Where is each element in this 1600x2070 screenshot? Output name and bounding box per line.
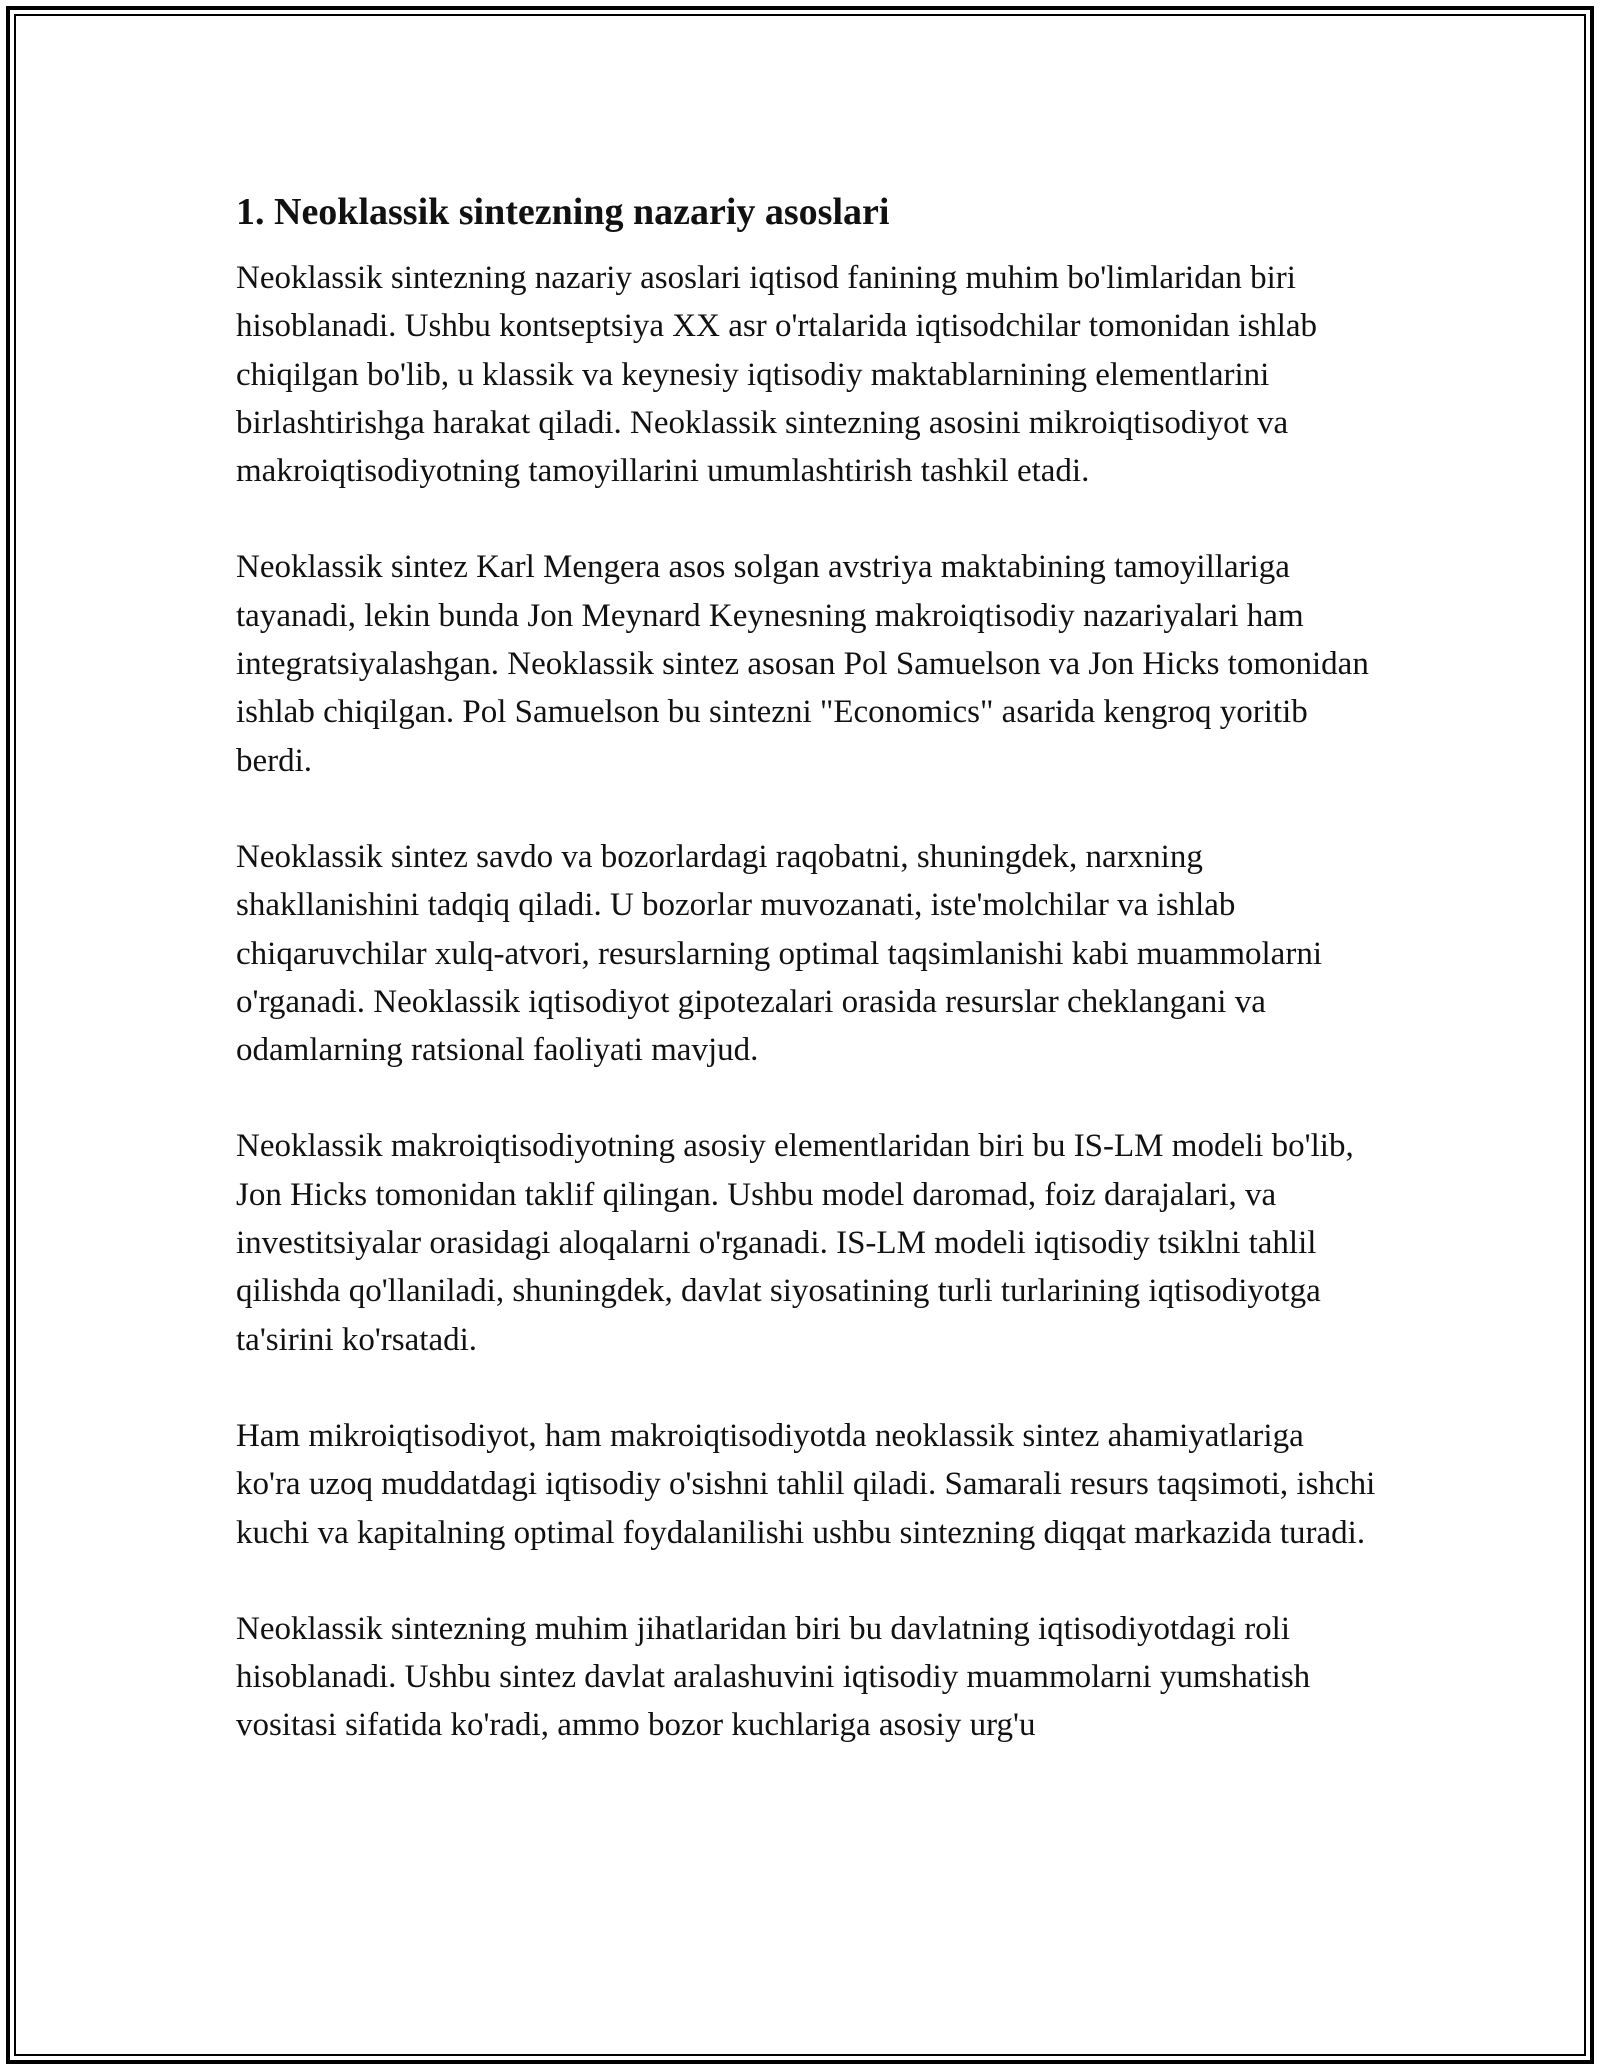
paragraph-3: Neoklassik sintez savdo va bozorlardagi raqobatni, shuningdek, narxning shakllanishini tadqiq qiladi. U bozorlar muvozanati, iste'molchilar va ishlab chiqaruvchilar xulq-atvori, resurslarning optimal taqsimlanishi kabi muammolarni o'rganadi. Neoklassik iqtisodiyot gipotezalari orasida resurslar cheklangani va odamlarning ratsional faoliyati mavjud. xyxy=(236,838,1322,1069)
paragraph-2: Neoklassik sintez Karl Mengera asos solgan avstriya maktabining tamoyillariga tayanadi, lekin bunda Jon Meynard Keynesning makroiqtisodiy nazariyalari ham integratsiyalashgan. Neoklassik sintez asosan Pol Samuelson va Jon Hicks tomonidan ishlab chiqilgan. Pol Samuelson bu sintezni "Economics" asarida kengroq yoritib berdi. xyxy=(236,549,1369,779)
paragraph-5: Ham mikroiqtisodiyot, ham makroiqtisodiyotda neoklassik sintez ahamiyatlariga ko'ra uzoq muddatdagi iqtisodiy o'sishni tahlil qiladi. Samarali resurs taqsimoti, ishchi kuchi va kapitalning optimal foydalanilishi ushbu sintezning diqqat markazida turadi. xyxy=(236,1417,1376,1551)
paragraph-4: Neoklassik makroiqtisodiyotning asosiy elementlaridan biri bu IS-LM modeli bo'lib, Jon Hicks tomonidan taklif qilingan. Ushbu model daromad, foiz darajalari, va investitsiyalar orasidagi aloqalarni o'rganadi. IS-LM modeli iqtisodiy tsiklni tahlil qilishda qo'llaniladi, shuningdek, davlat siyosatining turli turlarining iqtisodiyotga ta'sirini ko'rsatadi. xyxy=(236,1128,1354,1358)
document-body xyxy=(236,186,1376,1798)
paragraph-6: Neoklassik sintezning muhim jihatlaridan biri bu davlatning iqtisodiyotdagi roli hisoblanadi. Ushbu sintez davlat aralashuvini iqtisodiy muammolarni yumshatish vositasi sifatida ko'radi, ammo bozor kuchlariga asosiy urg'u xyxy=(236,1610,1311,1744)
section-heading: 1. Neoklassik sintezning nazariy asoslari xyxy=(236,191,890,233)
paragraph-1: Neoklassik sintezning nazariy asoslari iqtisod fanining muhim bo'limlaridan biri hisoblanadi. Ushbu kontseptsiya XX asr o'rtalarida iqtisodchilar tomonidan ishlab chiqilgan bo'lib, u klassik va keynesiy iqtisodiy maktablarnining elementlarini birlashtirishga harakat qiladi. Neoklassik sintezning asosini mikroiqtisodiyot va makroiqtisodiyotning tamoyillarini umumlashtirish tashkil etadi. xyxy=(236,260,1318,490)
